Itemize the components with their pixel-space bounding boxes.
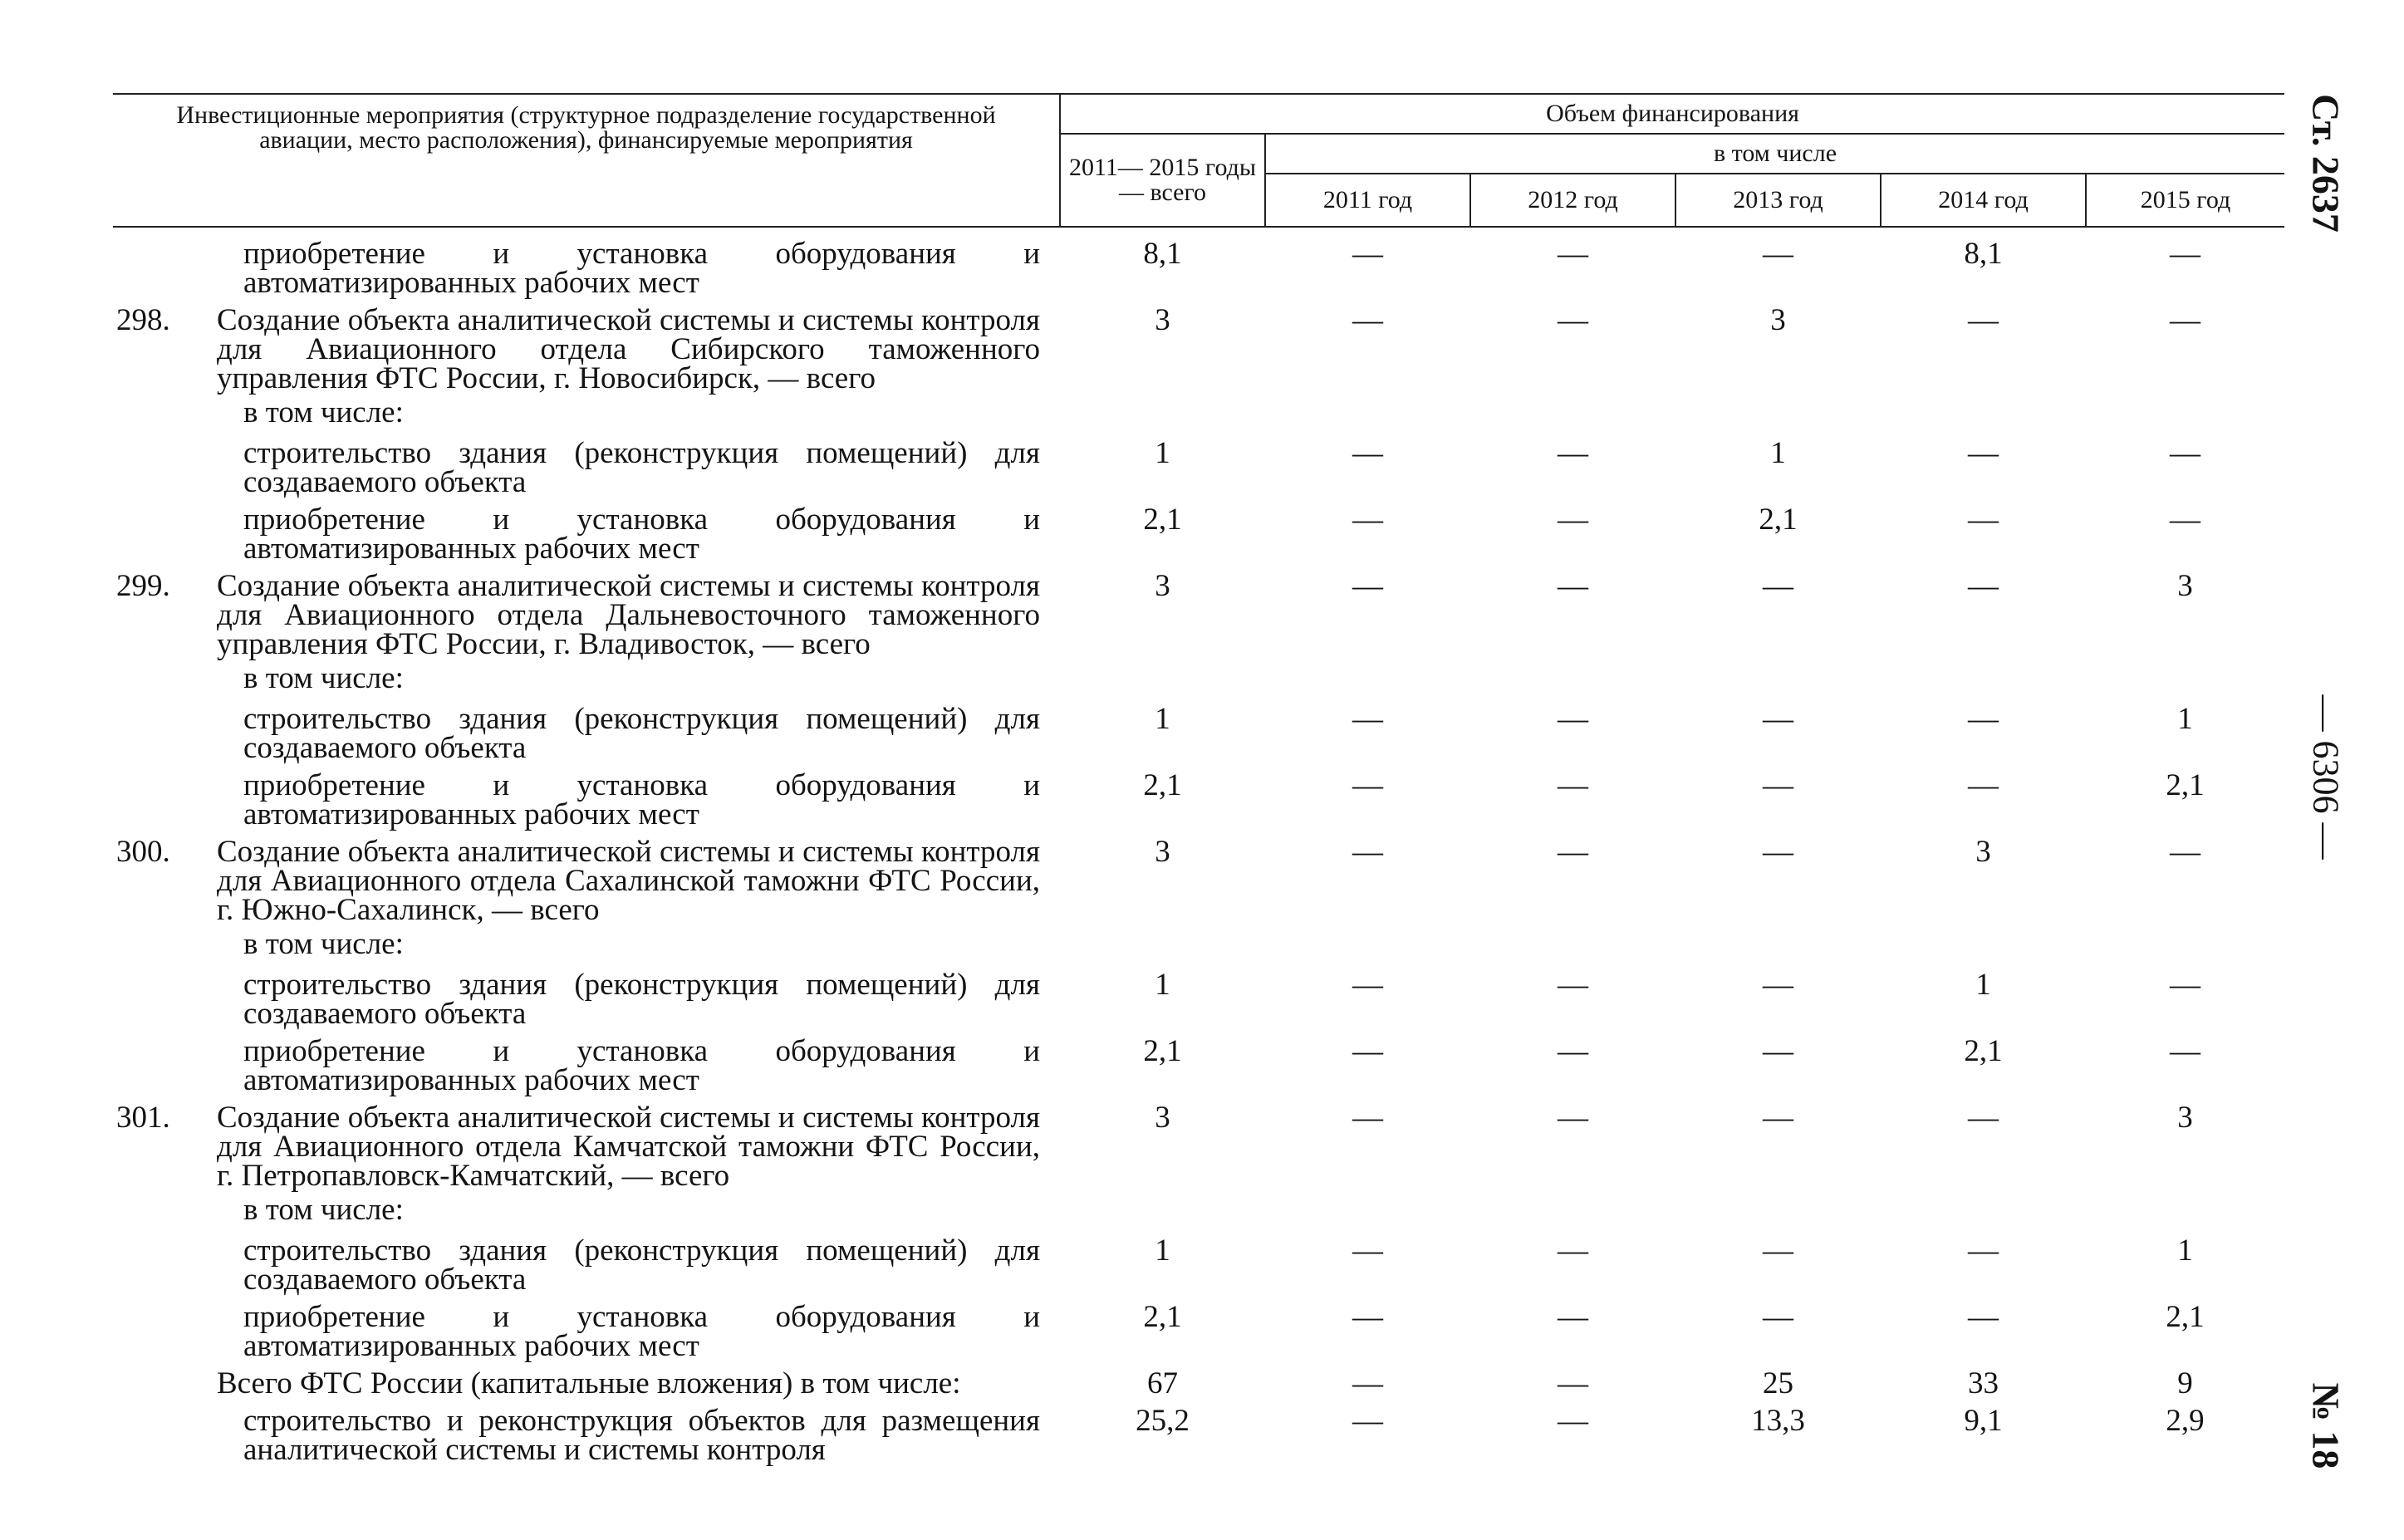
investment-table bbox=[113, 93, 2284, 1467]
cell-2015 bbox=[2086, 393, 2284, 430]
table-row bbox=[113, 227, 2284, 297]
cell-2015 bbox=[2086, 659, 2284, 696]
cell-total bbox=[1060, 924, 1265, 962]
cell-2015: — bbox=[2170, 237, 2201, 271]
header-year-2013: 2013 год bbox=[1675, 174, 1881, 227]
cell-2013: — bbox=[1763, 1300, 1793, 1334]
table-row bbox=[113, 696, 2284, 763]
cell-2011 bbox=[1265, 659, 1470, 696]
cell-2015: 3 bbox=[2177, 569, 2193, 603]
cell-2012: — bbox=[1558, 569, 1588, 603]
row-description: в том числе: bbox=[243, 927, 404, 961]
table-header bbox=[113, 94, 2284, 227]
cell-2015: — bbox=[2170, 503, 2201, 537]
cell-total: 1 bbox=[1155, 436, 1170, 470]
header-funding: Объем финансирования bbox=[1060, 94, 2284, 134]
cell-2012 bbox=[1470, 1190, 1675, 1228]
row-description: строительство и реконструкция объектов для размещения аналитической системы и системы контроля bbox=[243, 1404, 1040, 1467]
row-description: Всего ФТС России (капитальные вложения) в том числе: bbox=[217, 1366, 961, 1400]
cell-2011: — bbox=[1352, 1404, 1383, 1438]
cell-2011: — bbox=[1352, 1101, 1383, 1135]
row-description: в том числе: bbox=[243, 1193, 404, 1227]
cell-2014: 33 bbox=[1968, 1366, 1999, 1400]
table-row bbox=[113, 1294, 2284, 1361]
cell-2012: — bbox=[1558, 835, 1588, 869]
cell-2011: — bbox=[1352, 503, 1383, 537]
cell-2013 bbox=[1675, 924, 1881, 962]
table-row bbox=[113, 1028, 2284, 1095]
row-number bbox=[113, 924, 217, 962]
cell-2014 bbox=[1881, 393, 2086, 430]
cell-2015 bbox=[2086, 1190, 2284, 1228]
cell-2014: — bbox=[1968, 1101, 1999, 1135]
cell-2011: — bbox=[1352, 1233, 1383, 1268]
header-description: Инвестиционные мероприятия (структурное подразделение государственной авиации, место расположения), финансируемые мероприятия bbox=[113, 94, 1060, 227]
cell-2012: — bbox=[1558, 1366, 1588, 1400]
cell-2011: — bbox=[1352, 303, 1383, 337]
cell-2015: 2,9 bbox=[2166, 1404, 2205, 1438]
cell-2013: — bbox=[1763, 768, 1793, 802]
cell-total: 2,1 bbox=[1143, 1300, 1182, 1334]
cell-2011 bbox=[1265, 393, 1470, 430]
cell-total: 2,1 bbox=[1143, 503, 1182, 537]
table-row bbox=[113, 763, 2284, 829]
cell-2011: — bbox=[1352, 702, 1383, 736]
cell-total: 3 bbox=[1155, 1101, 1170, 1135]
cell-total: 2,1 bbox=[1143, 768, 1182, 802]
cell-2012: — bbox=[1558, 702, 1588, 736]
cell-2013: — bbox=[1763, 237, 1793, 271]
cell-2015: 1 bbox=[2177, 1233, 2193, 1268]
cell-2011: — bbox=[1352, 968, 1383, 1002]
table-body bbox=[113, 227, 2284, 1467]
cell-2012: — bbox=[1558, 436, 1588, 470]
header-year-2011: 2011 год bbox=[1265, 174, 1470, 227]
row-description: строительство здания (реконструкция помещений) для создаваемого объекта bbox=[243, 968, 1040, 1031]
cell-total: 3 bbox=[1155, 569, 1170, 603]
header-year-2015: 2015 год bbox=[2086, 174, 2284, 227]
cell-2013: 2,1 bbox=[1759, 503, 1798, 537]
cell-total: 2,1 bbox=[1143, 1034, 1182, 1068]
table-row bbox=[113, 297, 2284, 393]
table-row bbox=[113, 1095, 2284, 1190]
table-row bbox=[113, 563, 2284, 659]
cell-2013 bbox=[1675, 393, 1881, 430]
cell-total bbox=[1060, 1190, 1265, 1228]
cell-2015: 2,1 bbox=[2166, 768, 2205, 802]
cell-2014: — bbox=[1968, 1300, 1999, 1334]
cell-total: 8,1 bbox=[1143, 237, 1182, 271]
row-number bbox=[113, 497, 217, 563]
row-number bbox=[113, 962, 217, 1028]
cell-total: 1 bbox=[1155, 1233, 1170, 1268]
cell-2011: — bbox=[1352, 768, 1383, 802]
row-number bbox=[113, 763, 217, 829]
cell-2011: — bbox=[1352, 1366, 1383, 1400]
row-number bbox=[113, 227, 217, 297]
cell-2012: — bbox=[1558, 1404, 1588, 1438]
row-number bbox=[113, 1361, 217, 1398]
row-number bbox=[113, 1228, 217, 1294]
cell-2014: — bbox=[1968, 303, 1999, 337]
cell-2013: 25 bbox=[1763, 1366, 1793, 1400]
row-description: приобретение и установка оборудования и автоматизированных рабочих мест bbox=[243, 768, 1040, 831]
table-row bbox=[113, 962, 2284, 1028]
row-description: приобретение и установка оборудования и автоматизированных рабочих мест bbox=[243, 1034, 1040, 1097]
cell-2011: — bbox=[1352, 835, 1383, 869]
row-description: приобретение и установка оборудования и автоматизированных рабочих мест bbox=[243, 503, 1040, 566]
cell-2013 bbox=[1675, 1190, 1881, 1228]
cell-2011 bbox=[1265, 924, 1470, 962]
row-description: приобретение и установка оборудования и автоматизированных рабочих мест bbox=[243, 1300, 1040, 1363]
row-description: приобретение и установка оборудования и автоматизированных рабочих мест bbox=[243, 237, 1040, 300]
cell-2014: 8,1 bbox=[1964, 237, 2003, 271]
cell-2015: 3 bbox=[2177, 1101, 2193, 1135]
row-description: в том числе: bbox=[243, 395, 404, 429]
cell-total: 3 bbox=[1155, 303, 1170, 337]
cell-2013: 3 bbox=[1770, 303, 1786, 337]
cell-2015: 9 bbox=[2177, 1366, 2193, 1400]
header-year-2012: 2012 год bbox=[1470, 174, 1675, 227]
cell-2015: — bbox=[2170, 835, 2201, 869]
table-row bbox=[113, 829, 2284, 924]
cell-2013: 1 bbox=[1770, 436, 1786, 470]
row-number bbox=[113, 1294, 217, 1361]
row-description: строительство здания (реконструкция помещений) для создаваемого объекта bbox=[243, 702, 1040, 765]
cell-2015: — bbox=[2170, 436, 2201, 470]
row-number bbox=[113, 430, 217, 497]
cell-2012: — bbox=[1558, 1233, 1588, 1268]
cell-2013: 13,3 bbox=[1751, 1404, 1805, 1438]
cell-2013: — bbox=[1763, 569, 1793, 603]
cell-2014: — bbox=[1968, 503, 1999, 537]
row-number bbox=[113, 1028, 217, 1095]
cell-2014: 1 bbox=[1975, 968, 1991, 1002]
cell-2015: — bbox=[2170, 1034, 2201, 1068]
cell-total: 67 bbox=[1147, 1366, 1178, 1400]
cell-2012: — bbox=[1558, 237, 1588, 271]
cell-2013: — bbox=[1763, 702, 1793, 736]
table-row bbox=[113, 497, 2284, 563]
cell-2011: — bbox=[1352, 569, 1383, 603]
cell-2015 bbox=[2086, 924, 2284, 962]
cell-2014 bbox=[1881, 1190, 2086, 1228]
page-number-label: Ст. 2637 bbox=[2304, 94, 2348, 233]
cell-2013: — bbox=[1763, 1034, 1793, 1068]
cell-2014: — bbox=[1968, 569, 1999, 603]
cell-total bbox=[1060, 659, 1265, 696]
cell-2011: — bbox=[1352, 1034, 1383, 1068]
cell-2015: — bbox=[2170, 303, 2201, 337]
row-description: строительство здания (реконструкция помещений) для создаваемого объекта bbox=[243, 436, 1040, 499]
header-including: в том числе bbox=[1265, 134, 2284, 174]
cell-2014: — bbox=[1968, 1233, 1999, 1268]
cell-2014: 3 bbox=[1975, 835, 1991, 869]
cell-2012: — bbox=[1558, 968, 1588, 1002]
cell-2015: — bbox=[2170, 968, 2201, 1002]
row-description: в том числе: bbox=[243, 661, 404, 695]
cell-2011 bbox=[1265, 1190, 1470, 1228]
cell-2012 bbox=[1470, 393, 1675, 430]
table-row bbox=[113, 1398, 2284, 1464]
cell-2012: — bbox=[1558, 1101, 1588, 1135]
cell-2014: — bbox=[1968, 436, 1999, 470]
row-number bbox=[113, 696, 217, 763]
cell-2014 bbox=[1881, 659, 2086, 696]
cell-2013: — bbox=[1763, 1101, 1793, 1135]
issue-number-label: № 18 bbox=[2304, 1382, 2348, 1469]
cell-total: 1 bbox=[1155, 702, 1170, 736]
cell-2012: — bbox=[1558, 503, 1588, 537]
cell-2014: — bbox=[1968, 702, 1999, 736]
cell-2013: — bbox=[1763, 835, 1793, 869]
row-number: 301. bbox=[116, 1101, 170, 1135]
cell-2014 bbox=[1881, 924, 2086, 962]
cell-2013: — bbox=[1763, 968, 1793, 1002]
header-total: 2011— 2015 годы — всего bbox=[1060, 134, 1265, 227]
cell-2011: — bbox=[1352, 237, 1383, 271]
cell-2013: — bbox=[1763, 1233, 1793, 1268]
cell-2011: — bbox=[1352, 436, 1383, 470]
cell-2014: — bbox=[1968, 768, 1999, 802]
cell-2011: — bbox=[1352, 1300, 1383, 1334]
row-number bbox=[113, 1398, 217, 1464]
table-row bbox=[113, 659, 2284, 696]
row-number bbox=[113, 659, 217, 696]
row-description: строительство здания (реконструкция помещений) для создаваемого объекта bbox=[243, 1233, 1040, 1297]
table-row bbox=[113, 1361, 2284, 1398]
table-row bbox=[113, 393, 2284, 430]
row-number: 300. bbox=[116, 835, 170, 869]
row-number bbox=[113, 1190, 217, 1228]
table-row bbox=[113, 924, 2284, 962]
cell-2012: — bbox=[1558, 768, 1588, 802]
cell-2015: 1 bbox=[2177, 702, 2193, 736]
cell-total: 3 bbox=[1155, 835, 1170, 869]
cell-2012 bbox=[1470, 924, 1675, 962]
cell-total: 25,2 bbox=[1136, 1404, 1190, 1438]
cell-2014: 9,1 bbox=[1964, 1404, 2003, 1438]
cell-2012: — bbox=[1558, 303, 1588, 337]
header-year-2014: 2014 год bbox=[1881, 174, 2086, 227]
row-description: Создание объекта аналитической системы и системы контроля для Авиационного отдела Дальневосточного таможенного управления ФТС России, г. Владивосток, — всего bbox=[217, 569, 1040, 661]
row-number bbox=[113, 393, 217, 430]
table-row bbox=[113, 430, 2284, 497]
row-description: Создание объекта аналитической системы и системы контроля для Авиационного отдела Камчатской таможни ФТС России, г. Петропавловск-Камчатский, — всего bbox=[217, 1101, 1040, 1193]
row-description: Создание объекта аналитической системы и системы контроля для Авиационного отдела Сахалинской таможни ФТС России, г. Южно-Сахалинск, — всего bbox=[217, 835, 1040, 927]
row-description: Создание объекта аналитической системы и системы контроля для Авиационного отдела Сибирского таможенного управления ФТС России, г. Новосибирск, — всего bbox=[217, 303, 1040, 395]
cell-total bbox=[1060, 393, 1265, 430]
table-row bbox=[113, 1228, 2284, 1294]
cell-2014: 2,1 bbox=[1964, 1034, 2003, 1068]
cell-2012: — bbox=[1558, 1300, 1588, 1334]
cell-2012 bbox=[1470, 659, 1675, 696]
cell-2013 bbox=[1675, 659, 1881, 696]
row-number: 299. bbox=[116, 569, 170, 603]
document-number-label: — 6306 — bbox=[2305, 694, 2347, 860]
cell-2015: 2,1 bbox=[2166, 1300, 2205, 1334]
cell-total: 1 bbox=[1155, 968, 1170, 1002]
cell-2012: — bbox=[1558, 1034, 1588, 1068]
row-number: 298. bbox=[116, 303, 170, 337]
table-row bbox=[113, 1190, 2284, 1228]
